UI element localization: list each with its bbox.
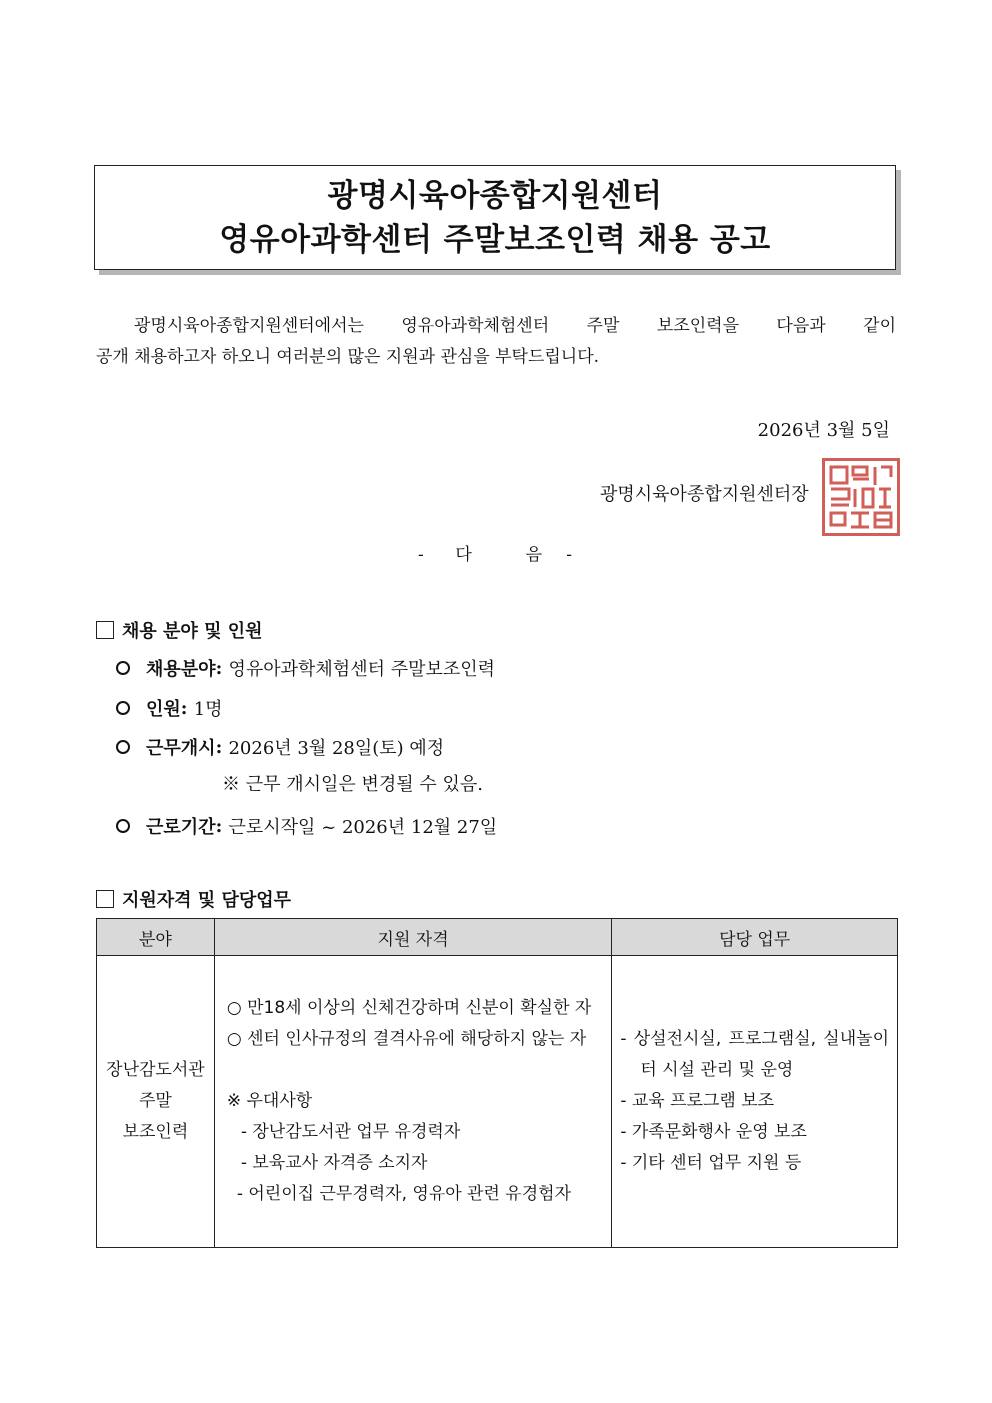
item-start-value: 2026년 3월 28일(토) 예정	[228, 738, 445, 759]
item-headcount-value: 1명	[193, 699, 223, 720]
circle-bullet-icon	[116, 740, 130, 754]
duty-item: - 기타 센터 업무 지원 등	[620, 1153, 802, 1173]
item-start-label: 근무개시	[146, 738, 216, 759]
section1-heading: 채용 분야 및 인원	[122, 621, 263, 642]
item-period-label: 근로기간	[146, 817, 216, 838]
title-line-1: 광명시육아종합지원센터	[327, 177, 663, 214]
qualification-item: ○ 센터 인사규정의 결격사유에 해당하지 않는 자	[226, 1029, 587, 1049]
cell-field	[97, 956, 215, 1248]
title-line-2: 영유아과학센터 주말보조인력 채용 공고	[219, 221, 771, 258]
circle-bullet-icon	[116, 661, 130, 675]
item-field: 채용분야 : 영유아과학체험센터 주말보조인력	[116, 655, 495, 681]
preference-item: - 장난감도서관 업무 유경력자	[240, 1122, 461, 1142]
intro-line-1: 광명시육아종합지원센터에서는 영유아과학체험센터 주말 보조인력을 다음과 같이	[134, 316, 896, 336]
section-heading-recruitment	[96, 617, 263, 643]
checkbox-square-icon	[96, 890, 114, 908]
item-period-value: 근로시작일 ~ 2026년 12월 27일	[228, 817, 498, 838]
preference-item: - 어린이집 근무경력자, 영유아 관련 유경험자	[236, 1184, 571, 1204]
item-field-value: 영유아과학체험센터 주말보조인력	[228, 659, 496, 680]
daeum-dash-left: -	[417, 545, 426, 565]
cell-duty	[612, 956, 898, 1248]
cell-qualification	[214, 956, 611, 1248]
duty-item: - 교육 프로그램 보조	[620, 1091, 775, 1111]
daeum-divider	[0, 540, 992, 565]
duty-item: - 상설전시실, 프로그램실, 실내놀이터 시설 관리 및 운영	[620, 1029, 889, 1080]
table-row	[97, 956, 898, 1248]
field-line: 주말	[138, 1091, 172, 1111]
official-seal-stamp	[822, 458, 900, 536]
daeum-char-2: 음	[525, 545, 545, 565]
preference-item: - 보육교사 자격증 소지자	[240, 1153, 428, 1173]
item-start-date: 근무개시 : 2026년 3월 28일(토) 예정	[116, 734, 444, 760]
header-qualification: 지원 자격	[214, 919, 611, 956]
table-header-row	[97, 919, 898, 956]
daeum-char-1: 다	[455, 545, 474, 565]
preference-title: ※ 우대사항	[226, 1091, 313, 1111]
section2-heading: 지원자격 및 담당업무	[122, 890, 292, 911]
notice-date: 2026년 3월 5일	[757, 420, 890, 441]
checkbox-square-icon	[96, 621, 114, 639]
issuer-name: 광명시육아종합지원센터장	[600, 484, 809, 505]
item-field-label: 채용분야	[146, 659, 216, 680]
seal-icon	[825, 461, 897, 533]
qualification-item: ○ 만18세 이상의 신체건강하며 신분이 확실한 자	[226, 998, 592, 1018]
daeum-dash-right: -	[566, 545, 575, 565]
field-line: 장난감도서관	[106, 1060, 205, 1080]
field-line: 보조인력	[122, 1122, 189, 1142]
intro-paragraph	[96, 311, 896, 373]
item-work-period: 근로기간 : 근로시작일 ~ 2026년 12월 27일	[116, 813, 497, 839]
item-headcount-label: 인원	[146, 699, 181, 720]
header-field: 분야	[97, 919, 215, 956]
qualification-table	[96, 918, 898, 1248]
duty-item: - 가족문화행사 운영 보조	[620, 1122, 807, 1142]
start-date-note: ※ 근무 개시일은 변경될 수 있음.	[222, 774, 483, 795]
circle-bullet-icon	[116, 701, 130, 715]
title-box	[94, 165, 896, 270]
item-headcount: 인원 : 1명	[116, 695, 223, 721]
intro-line-2: 공개 채용하고자 하오니 여러분의 많은 지원과 관심을 부탁드립니다.	[96, 347, 600, 367]
section-heading-qualifications	[96, 886, 291, 912]
circle-bullet-icon	[116, 819, 130, 833]
header-duty: 담당 업무	[612, 919, 898, 956]
